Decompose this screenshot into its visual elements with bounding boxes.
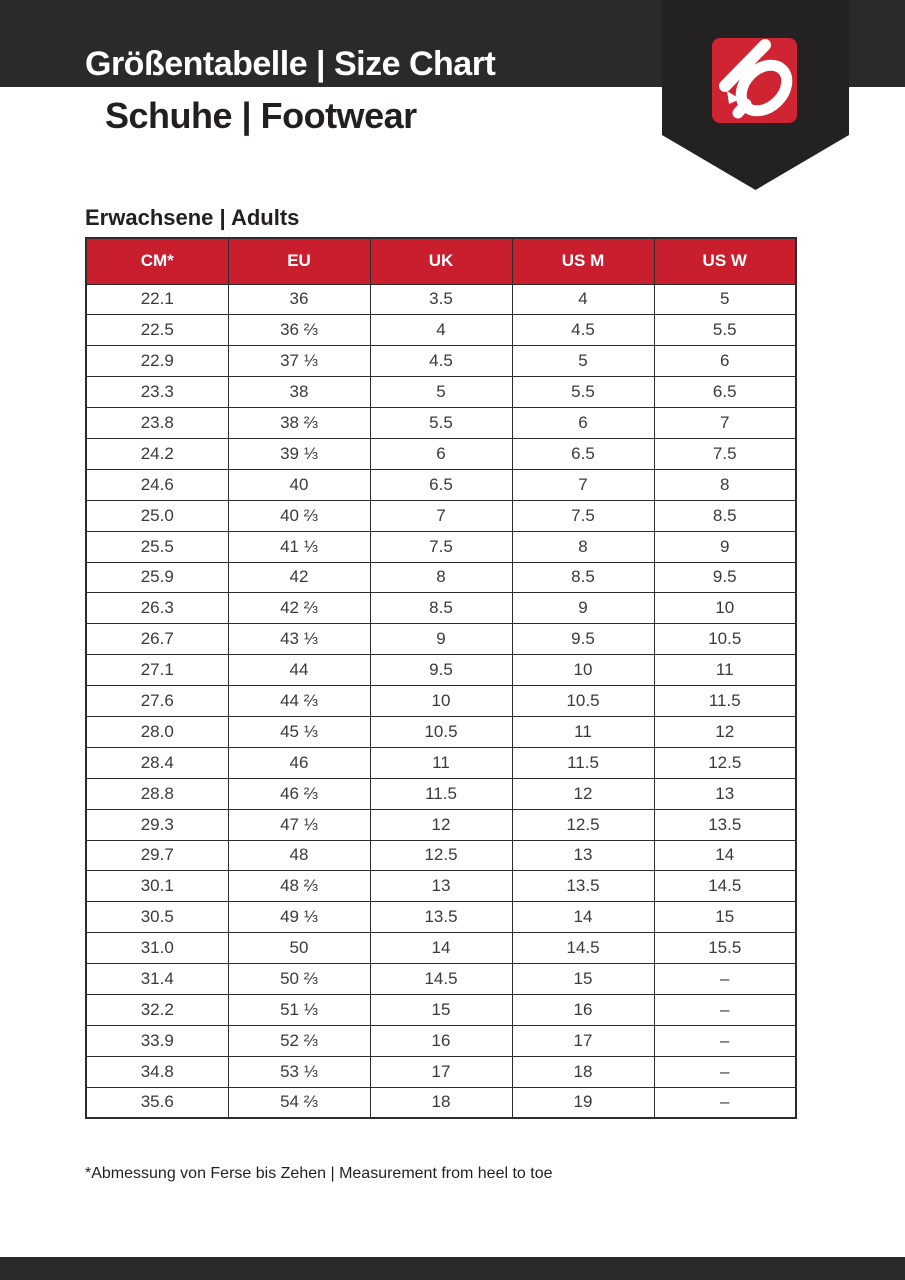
- table-cell: 38 ⅔: [228, 408, 370, 439]
- bottom-bar: [0, 1257, 905, 1280]
- column-header-cm: CM*: [86, 238, 228, 284]
- footnote: *Abmessung von Ferse bis Zehen | Measurement from heel to toe: [85, 1165, 553, 1182]
- table-row: [86, 1056, 796, 1087]
- table-cell: 42 ⅔: [228, 593, 370, 624]
- table-row: [86, 933, 796, 964]
- table-cell: 15: [512, 964, 654, 995]
- table-cell: 36 ⅔: [228, 315, 370, 346]
- size-table-container: [85, 237, 797, 1119]
- table-cell: 10: [370, 686, 512, 717]
- table-cell: 32.2: [86, 994, 228, 1025]
- table-cell: 47 ⅓: [228, 809, 370, 840]
- table-row: [86, 284, 796, 315]
- table-cell: 41 ⅓: [228, 531, 370, 562]
- table-cell: 31.4: [86, 964, 228, 995]
- table-cell: 14.5: [654, 871, 796, 902]
- table-cell: 40 ⅔: [228, 500, 370, 531]
- table-cell: 5.5: [512, 377, 654, 408]
- table-cell: 13.5: [370, 902, 512, 933]
- table-cell: 6.5: [370, 469, 512, 500]
- size-table: [85, 237, 797, 1119]
- table-cell: 8: [654, 469, 796, 500]
- table-cell: 7: [512, 469, 654, 500]
- table-cell: 8: [370, 562, 512, 593]
- table-row: [86, 1087, 796, 1118]
- page-subtitle: Schuhe | Footwear: [105, 95, 417, 136]
- page-title: Größentabelle | Size Chart: [85, 45, 496, 83]
- table-cell: 52 ⅔: [228, 1025, 370, 1056]
- table-cell: 10: [654, 593, 796, 624]
- table-cell: 28.8: [86, 778, 228, 809]
- table-cell: 15: [370, 994, 512, 1025]
- table-row: [86, 438, 796, 469]
- table-cell: 29.3: [86, 809, 228, 840]
- table-cell: 9.5: [512, 624, 654, 655]
- table-cell: 5: [512, 346, 654, 377]
- table-cell: –: [654, 1087, 796, 1118]
- table-cell: 7: [370, 500, 512, 531]
- table-cell: 8: [512, 531, 654, 562]
- table-row: [86, 964, 796, 995]
- table-cell: 9: [654, 531, 796, 562]
- table-cell: 9.5: [370, 655, 512, 686]
- table-cell: 11.5: [512, 747, 654, 778]
- table-cell: 24.6: [86, 469, 228, 500]
- table-cell: 12.5: [512, 809, 654, 840]
- table-cell: 23.3: [86, 377, 228, 408]
- header-row: [86, 238, 796, 284]
- table-cell: 6: [370, 438, 512, 469]
- table-cell: 17: [370, 1056, 512, 1087]
- table-cell: 18: [512, 1056, 654, 1087]
- table-cell: 48: [228, 840, 370, 871]
- table-cell: –: [654, 994, 796, 1025]
- table-cell: 25.9: [86, 562, 228, 593]
- table-cell: 44: [228, 655, 370, 686]
- table-cell: 14.5: [370, 964, 512, 995]
- table-row: [86, 377, 796, 408]
- table-cell: –: [654, 1025, 796, 1056]
- table-cell: 6.5: [654, 377, 796, 408]
- column-header-eu: EU: [228, 238, 370, 284]
- table-cell: 27.1: [86, 655, 228, 686]
- table-cell: 15: [654, 902, 796, 933]
- table-cell: 9: [512, 593, 654, 624]
- table-cell: 29.7: [86, 840, 228, 871]
- table-row: [86, 655, 796, 686]
- table-cell: 13: [512, 840, 654, 871]
- table-cell: 54 ⅔: [228, 1087, 370, 1118]
- table-cell: 7.5: [654, 438, 796, 469]
- table-row: [86, 593, 796, 624]
- column-header-uk: UK: [370, 238, 512, 284]
- table-cell: 12: [370, 809, 512, 840]
- table-cell: 6: [512, 408, 654, 439]
- table-cell: 19: [512, 1087, 654, 1118]
- column-header-usm: US M: [512, 238, 654, 284]
- section-title: Erwachsene | Adults: [85, 205, 300, 230]
- table-cell: 7.5: [370, 531, 512, 562]
- table-cell: 45 ⅓: [228, 716, 370, 747]
- table-cell: 10.5: [654, 624, 796, 655]
- table-cell: 36: [228, 284, 370, 315]
- table-cell: 12: [654, 716, 796, 747]
- table-cell: 7.5: [512, 500, 654, 531]
- table-cell: 13.5: [512, 871, 654, 902]
- table-row: [86, 902, 796, 933]
- table-cell: 11: [654, 655, 796, 686]
- table-cell: 8.5: [512, 562, 654, 593]
- table-cell: 22.5: [86, 315, 228, 346]
- table-cell: 48 ⅔: [228, 871, 370, 902]
- table-cell: 11: [370, 747, 512, 778]
- table-row: [86, 871, 796, 902]
- table-cell: 42: [228, 562, 370, 593]
- table-cell: 5: [370, 377, 512, 408]
- table-cell: 24.2: [86, 438, 228, 469]
- table-cell: 25.0: [86, 500, 228, 531]
- table-row: [86, 994, 796, 1025]
- five-ten-logo-icon: [662, 0, 849, 192]
- table-row: [86, 469, 796, 500]
- table-cell: 4: [370, 315, 512, 346]
- table-cell: 11.5: [370, 778, 512, 809]
- table-cell: 38: [228, 377, 370, 408]
- table-cell: 49 ⅓: [228, 902, 370, 933]
- table-row: [86, 624, 796, 655]
- table-row: [86, 778, 796, 809]
- table-cell: 26.7: [86, 624, 228, 655]
- table-cell: 25.5: [86, 531, 228, 562]
- table-row: [86, 315, 796, 346]
- table-cell: 15.5: [654, 933, 796, 964]
- table-cell: 28.4: [86, 747, 228, 778]
- table-cell: 22.1: [86, 284, 228, 315]
- table-cell: 12.5: [654, 747, 796, 778]
- table-cell: 10: [512, 655, 654, 686]
- table-cell: 16: [370, 1025, 512, 1056]
- table-cell: 28.0: [86, 716, 228, 747]
- table-cell: 43 ⅓: [228, 624, 370, 655]
- table-cell: 46: [228, 747, 370, 778]
- table-cell: 9: [370, 624, 512, 655]
- table-cell: 35.6: [86, 1087, 228, 1118]
- table-cell: 7: [654, 408, 796, 439]
- table-cell: 5.5: [654, 315, 796, 346]
- table-cell: 37 ⅓: [228, 346, 370, 377]
- table-cell: 4.5: [512, 315, 654, 346]
- table-cell: 5.5: [370, 408, 512, 439]
- table-cell: 27.6: [86, 686, 228, 717]
- table-cell: 4: [512, 284, 654, 315]
- table-cell: 22.9: [86, 346, 228, 377]
- table-cell: 11: [512, 716, 654, 747]
- table-cell: 10.5: [370, 716, 512, 747]
- table-cell: 33.9: [86, 1025, 228, 1056]
- table-row: [86, 562, 796, 593]
- table-cell: 23.8: [86, 408, 228, 439]
- table-cell: 14: [370, 933, 512, 964]
- table-row: [86, 531, 796, 562]
- brand-pennant: [662, 0, 849, 192]
- table-cell: 46 ⅔: [228, 778, 370, 809]
- table-row: [86, 1025, 796, 1056]
- table-cell: 6.5: [512, 438, 654, 469]
- table-cell: 11.5: [654, 686, 796, 717]
- table-cell: –: [654, 1056, 796, 1087]
- table-cell: 14.5: [512, 933, 654, 964]
- table-row: [86, 408, 796, 439]
- table-cell: 12.5: [370, 840, 512, 871]
- table-cell: 17: [512, 1025, 654, 1056]
- table-cell: 3.5: [370, 284, 512, 315]
- table-row: [86, 716, 796, 747]
- table-cell: 18: [370, 1087, 512, 1118]
- table-cell: 4.5: [370, 346, 512, 377]
- size-table-header: [86, 238, 796, 284]
- table-cell: 14: [654, 840, 796, 871]
- table-cell: 14: [512, 902, 654, 933]
- table-cell: 26.3: [86, 593, 228, 624]
- table-cell: 6: [654, 346, 796, 377]
- table-cell: 44 ⅔: [228, 686, 370, 717]
- table-row: [86, 840, 796, 871]
- table-cell: 30.1: [86, 871, 228, 902]
- table-cell: 12: [512, 778, 654, 809]
- table-cell: 30.5: [86, 902, 228, 933]
- table-cell: 8.5: [370, 593, 512, 624]
- table-cell: 50 ⅔: [228, 964, 370, 995]
- table-cell: 34.8: [86, 1056, 228, 1087]
- table-cell: 16: [512, 994, 654, 1025]
- table-cell: 53 ⅓: [228, 1056, 370, 1087]
- table-row: [86, 747, 796, 778]
- table-cell: 51 ⅓: [228, 994, 370, 1025]
- table-cell: 13.5: [654, 809, 796, 840]
- table-cell: 31.0: [86, 933, 228, 964]
- table-cell: 13: [654, 778, 796, 809]
- table-cell: 40: [228, 469, 370, 500]
- table-row: [86, 500, 796, 531]
- table-cell: –: [654, 964, 796, 995]
- table-row: [86, 809, 796, 840]
- table-cell: 39 ⅓: [228, 438, 370, 469]
- table-cell: 50: [228, 933, 370, 964]
- table-cell: 10.5: [512, 686, 654, 717]
- size-table-body: [86, 284, 796, 1118]
- table-cell: 5: [654, 284, 796, 315]
- table-cell: 8.5: [654, 500, 796, 531]
- table-row: [86, 346, 796, 377]
- table-cell: 13: [370, 871, 512, 902]
- column-header-usw: US W: [654, 238, 796, 284]
- table-cell: 9.5: [654, 562, 796, 593]
- table-row: [86, 686, 796, 717]
